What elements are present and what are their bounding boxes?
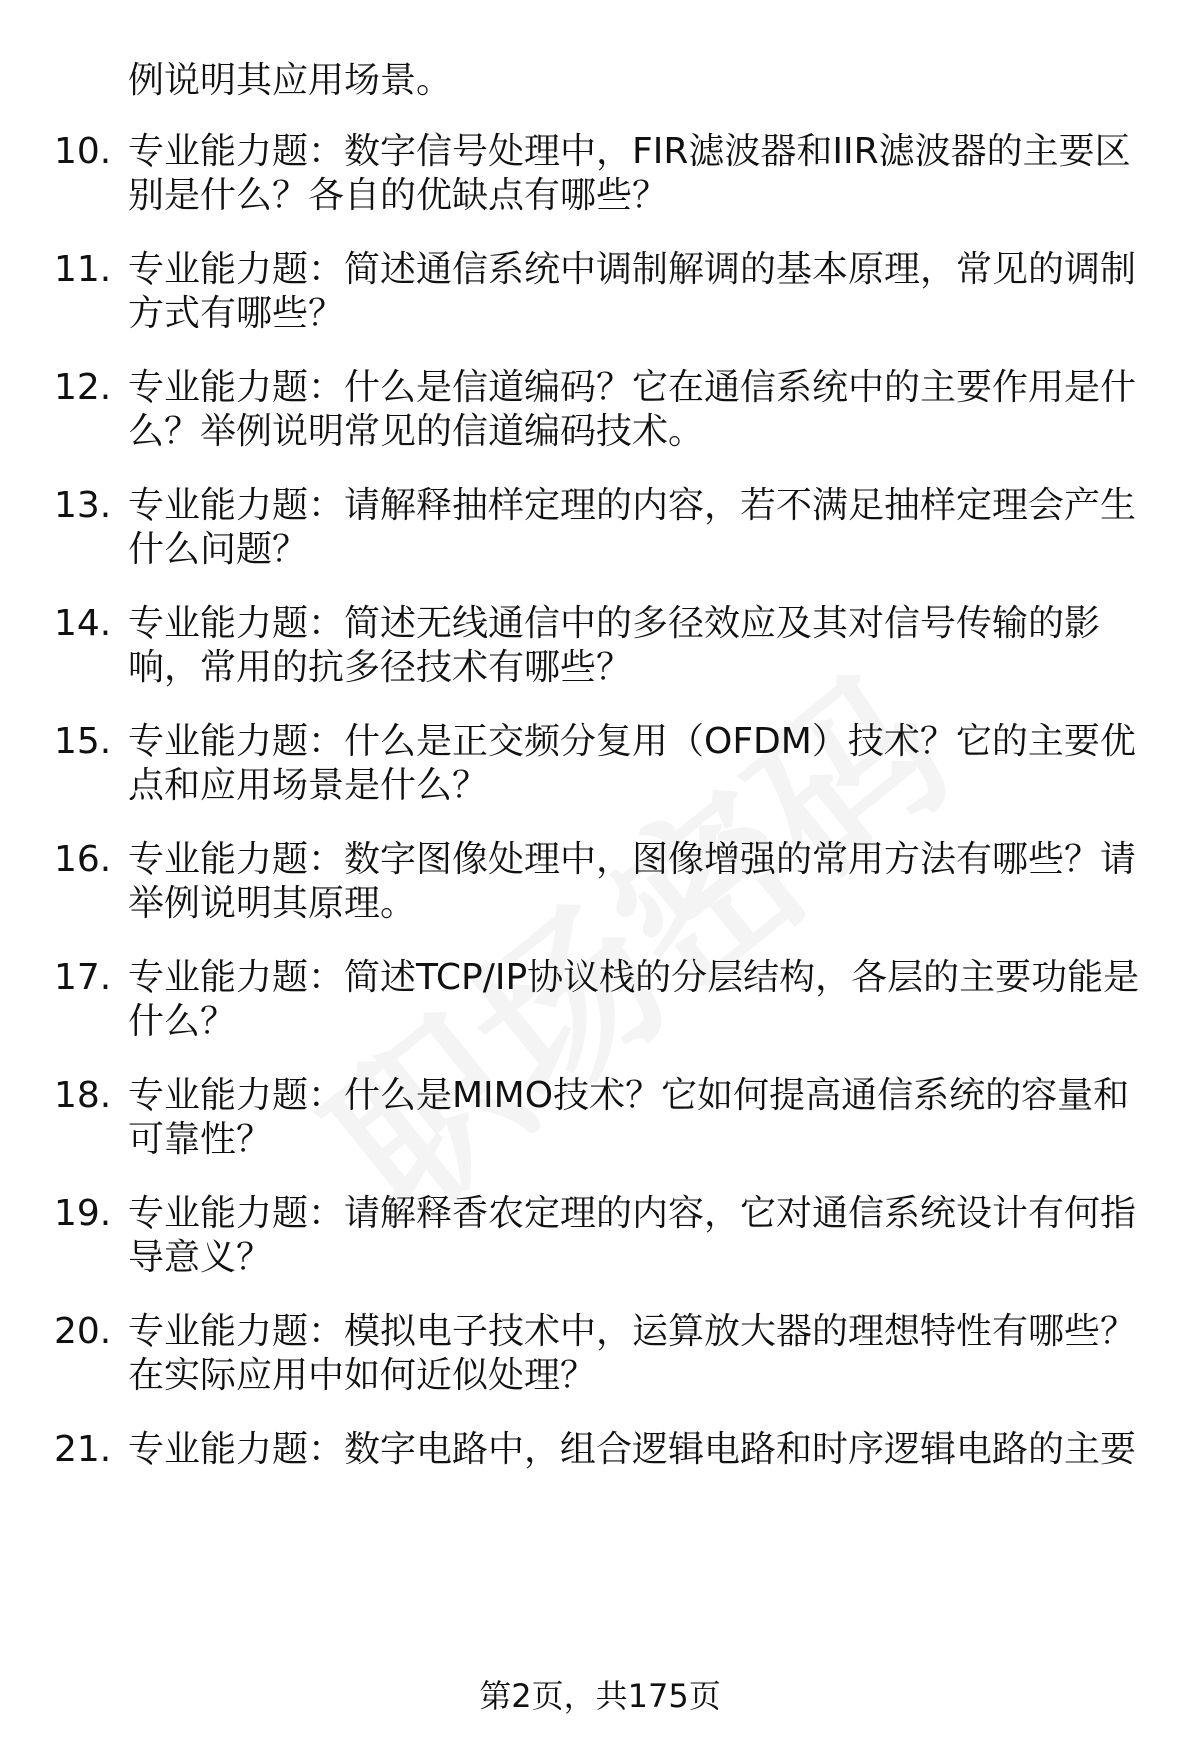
page-footer: 第2页，共175页 (479, 1677, 721, 1715)
question-line-2: 响，常用的抗多径技术有哪些？ (128, 647, 633, 688)
question-line-1: 专业能力题：什么是正交频分复用（OFDM）技术？它的主要优 (128, 721, 1136, 762)
question-number: 20. (54, 1311, 112, 1352)
question-number: 19. (54, 1193, 112, 1234)
question-line-2: 点和应用场景是什么？ (128, 765, 489, 806)
question-number: 12. (54, 367, 112, 408)
question-line-2: 什么？ (128, 1001, 237, 1042)
question-line-2: 别是什么？各自的优缺点有哪些？ (128, 175, 669, 216)
question-line-1: 专业能力题：简述无线通信中的多径效应及其对信号传输的影 (128, 603, 1101, 644)
question-number: 13. (54, 485, 112, 526)
question-line-1: 专业能力题：请解释抽样定理的内容，若不满足抽样定理会产生 (128, 485, 1137, 526)
question-line-1: 专业能力题：什么是信道编码？它在通信系统中的主要作用是什 (128, 367, 1137, 408)
question-line-1: 专业能力题：数字图像处理中，图像增强的常用方法有哪些？请 (128, 839, 1137, 880)
question-line-2: 在实际应用中如何近似处理？ (128, 1355, 597, 1396)
continuation-line: 例说明其应用场景。 (128, 60, 453, 101)
question-number: 16. (54, 839, 112, 880)
question-line-2: 举例说明其原理。 (128, 883, 417, 924)
question-line-2: 导意义？ (128, 1237, 273, 1278)
question-number: 14. (54, 603, 112, 644)
question-line-1: 专业能力题：什么是MIMO技术？它如何提高通信系统的容量和 (128, 1075, 1130, 1116)
question-line-2: 可靠性？ (128, 1119, 273, 1160)
question-number: 10. (54, 131, 112, 172)
question-number: 18. (54, 1075, 112, 1116)
question-line-2: 么？举例说明常见的信道编码技术。 (128, 411, 705, 452)
question-line-1: 专业能力题：简述TCP/IP协议栈的分层结构，各层的主要功能是 (128, 957, 1140, 998)
question-line-1: 专业能力题：数字信号处理中，FIR滤波器和IIR滤波器的主要区 (128, 131, 1131, 172)
question-line-1: 专业能力题：模拟电子技术中，运算放大器的理想特性有哪些？ (128, 1311, 1137, 1352)
question-number: 21. (54, 1429, 112, 1470)
question-line-1: 专业能力题：数字电路中，组合逻辑电路和时序逻辑电路的主要 (128, 1429, 1137, 1470)
question-line-2: 方式有哪些？ (128, 293, 345, 334)
question-line-2: 什么问题？ (128, 529, 309, 570)
question-line-1: 专业能力题：请解释香农定理的内容，它对通信系统设计有何指 (128, 1193, 1137, 1234)
question-number: 11. (54, 249, 112, 290)
question-number: 15. (54, 721, 112, 762)
question-number: 17. (54, 957, 112, 998)
question-line-1: 专业能力题：简述通信系统中调制解调的基本原理，常见的调制 (128, 249, 1137, 290)
